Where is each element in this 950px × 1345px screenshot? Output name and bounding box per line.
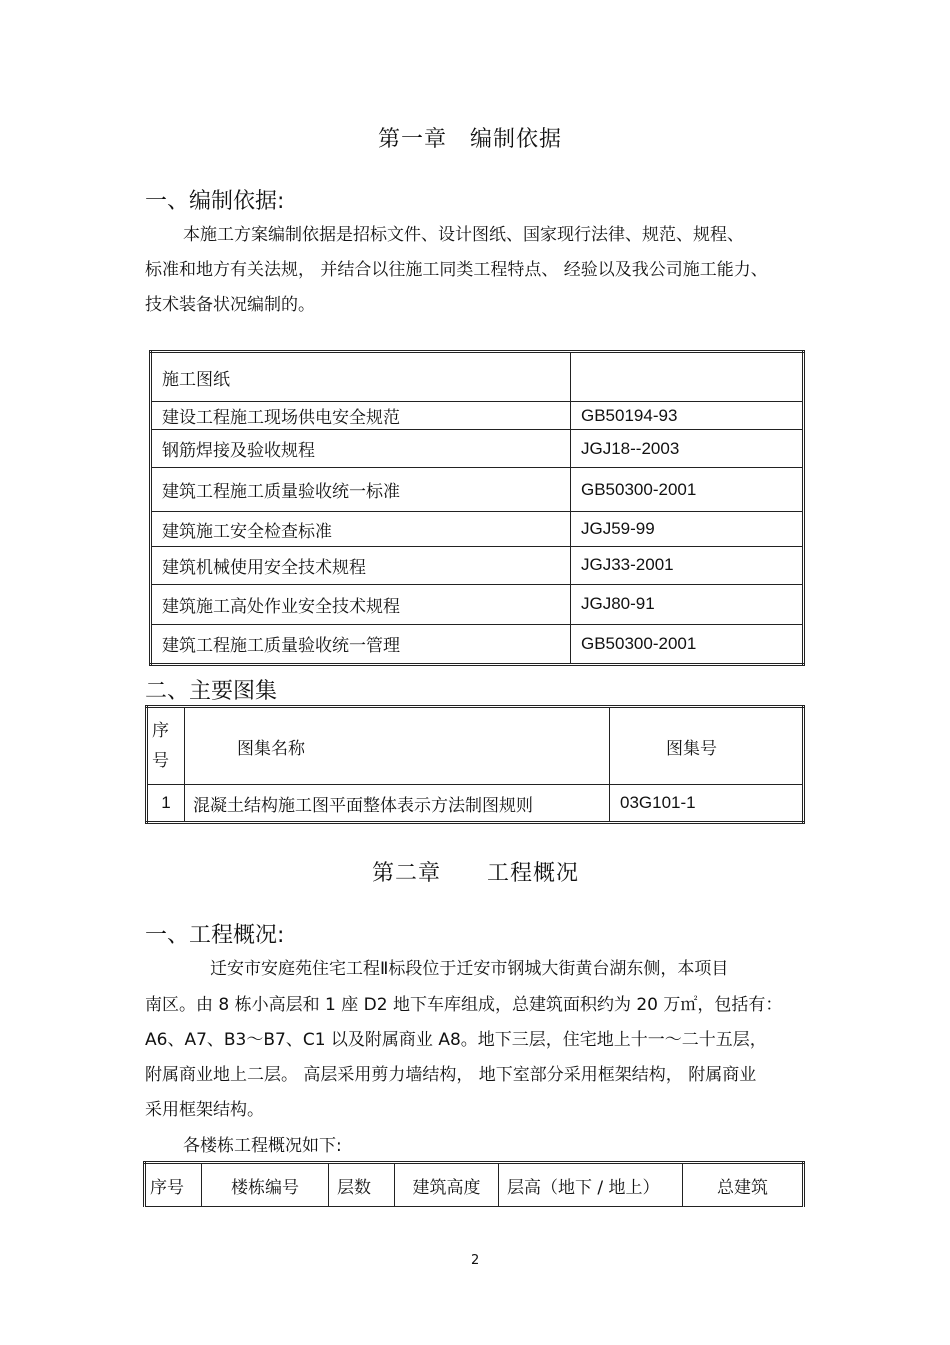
section-heading-overview: 一、工程概况: <box>145 923 285 948</box>
table-row <box>151 546 804 584</box>
header-cell: 层数 <box>329 1163 395 1207</box>
basis-table <box>149 350 805 666</box>
basis-code-cell: JGJ33-2001 <box>571 546 804 584</box>
table-row <box>151 468 804 512</box>
basis-name-cell: 建筑工程施工质量验收统一管理 <box>151 624 571 664</box>
basis-name-cell: 建筑工程施工质量验收统一标准 <box>151 468 571 512</box>
table-row <box>151 584 804 624</box>
paragraph-line: 技术装备状况编制的。 <box>145 295 315 315</box>
table-header-row <box>147 707 804 785</box>
basis-name-cell: 钢筋焊接及验收规程 <box>151 430 571 468</box>
table-header-row <box>145 1163 804 1207</box>
header-cell: 层高（地下 / 地上） <box>499 1163 683 1207</box>
paragraph-line: 各楼栋工程概况如下: <box>183 1136 342 1156</box>
paragraph-line: 采用框架结构。 <box>145 1100 264 1120</box>
table-row <box>151 402 804 430</box>
paragraph-line: 本施工方案编制依据是招标文件、设计图纸、国家现行法律、规范、规程、 <box>183 225 744 245</box>
chapter-1-title: 第一章 编制依据 <box>378 127 563 152</box>
building-table <box>143 1161 805 1207</box>
table-row <box>151 352 804 402</box>
table-row <box>151 624 804 664</box>
basis-code-cell <box>571 352 804 402</box>
paragraph-line: 南区。由 8 栋小高层和 1 座 D2 地下车库组成，总建筑面积约为 20 万㎡，包括有： <box>145 995 783 1015</box>
basis-code-cell: JGJ59-99 <box>571 512 804 546</box>
atlas-table <box>145 705 805 824</box>
atlas-code-cell: 03G101-1 <box>610 785 804 823</box>
table-row <box>151 512 804 546</box>
basis-code-cell: JGJ80-91 <box>571 584 804 624</box>
header-code-cell: 图集号 <box>610 707 804 785</box>
paragraph-line: 标准和地方有关法规， 并结合以往施工同类工程特点、 经验以及我公司施工能力、 <box>145 260 768 280</box>
basis-code-cell: GB50300-2001 <box>571 624 804 664</box>
table-row <box>147 785 804 823</box>
basis-name-cell: 建设工程施工现场供电安全规范 <box>151 402 571 430</box>
page-number: 2 <box>471 1253 480 1268</box>
header-no-line1: 序 <box>152 721 169 741</box>
section-heading-atlas: 二、主要图集 <box>145 679 278 704</box>
chapter-2-title: 第二章 工程概况 <box>372 861 580 886</box>
basis-name-cell: 施工图纸 <box>151 352 571 402</box>
header-cell: 建筑高度 <box>395 1163 499 1207</box>
basis-code-cell: JGJ18--2003 <box>571 430 804 468</box>
basis-name-cell: 建筑机械使用安全技术规程 <box>151 546 571 584</box>
paragraph-line: 附属商业地上二层。 高层采用剪力墙结构， 地下室部分采用框架结构， 附属商业 <box>145 1065 757 1085</box>
basis-name-cell: 建筑施工安全检查标准 <box>151 512 571 546</box>
basis-code-cell: GB50194-93 <box>571 402 804 430</box>
header-cell: 序号 <box>145 1163 202 1207</box>
section-heading-basis: 一、编制依据: <box>145 189 285 214</box>
atlas-no-cell: 1 <box>147 785 185 823</box>
header-no-line2: 号 <box>152 751 169 771</box>
basis-code-cell: GB50300-2001 <box>571 468 804 512</box>
paragraph-line: 迁安市安庭苑住宅工程Ⅱ标段位于迁安市钢城大街黄台湖东侧，本项目 <box>210 959 729 979</box>
header-name-cell: 图集名称 <box>185 707 610 785</box>
header-cell: 楼栋编号 <box>202 1163 329 1207</box>
basis-name-cell: 建筑施工高处作业安全技术规程 <box>151 584 571 624</box>
paragraph-line: A6、A7、B3～B7、C1 以及附属商业 A8。地下三层，住宅地上十一～二十五层， <box>145 1030 767 1050</box>
atlas-name-cell: 混凝土结构施工图平面整体表示方法制图规则 <box>185 785 610 823</box>
header-cell: 总建筑 <box>683 1163 804 1207</box>
header-no-cell <box>147 707 185 785</box>
table-row <box>151 430 804 468</box>
